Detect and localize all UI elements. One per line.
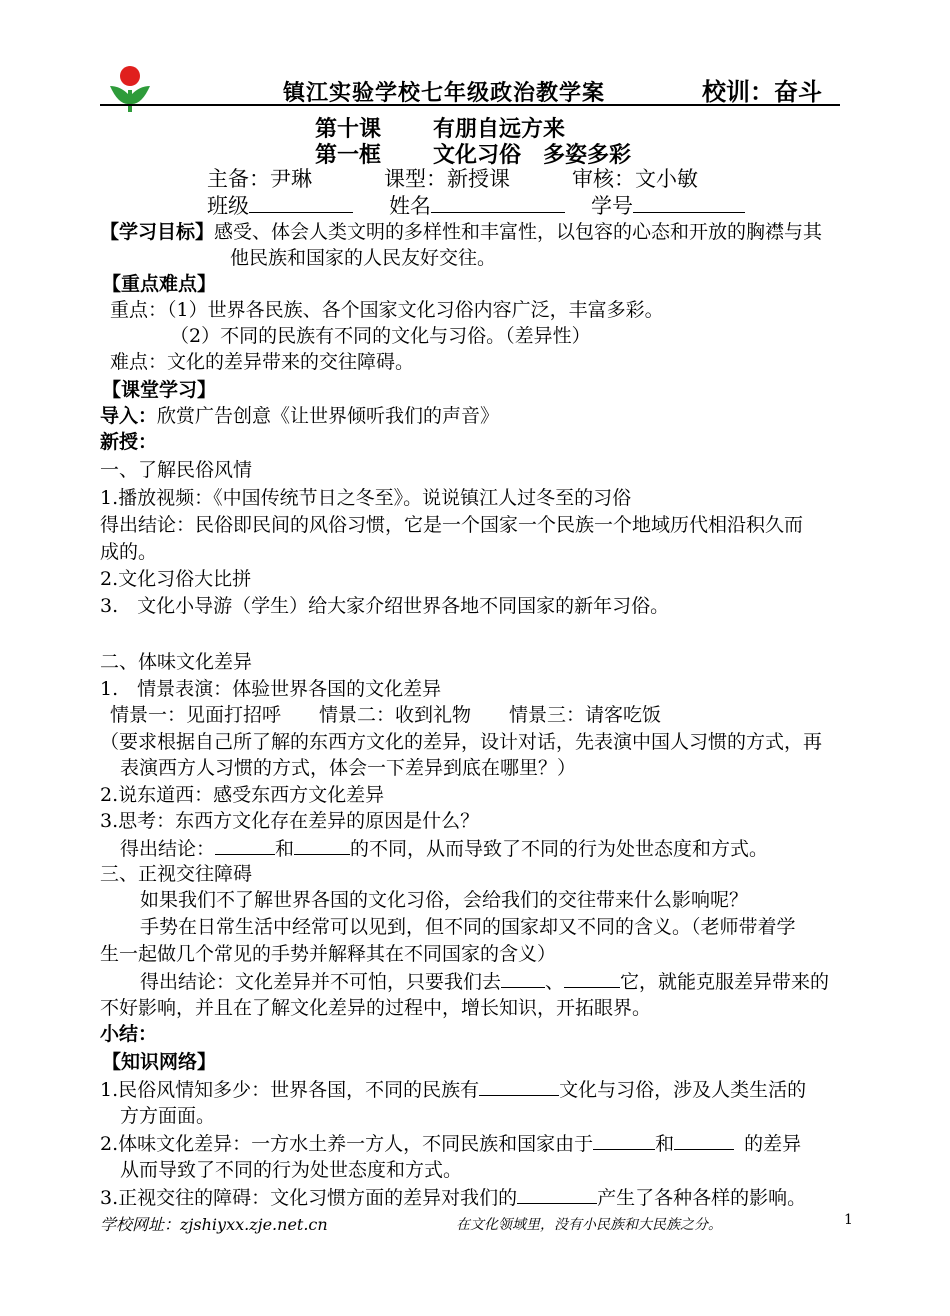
conclusion-3-label: 得出结论：文化差异并不可怕，只要我们去 [140, 971, 502, 993]
footer-quote: 在文化领域里，没有小民族和大民族之分。 [456, 1217, 722, 1233]
knowledge-3 [100, 1185, 806, 1210]
section-1-line-5: 3. 文化小导游（学生）给大家介绍世界各地不同国家的新年习俗。 [100, 595, 670, 617]
class-blank[interactable] [249, 194, 353, 213]
section-3-line-2: 手势在日常生活中经常可以见到，但不同的国家却又不同的含义。（老师带着学 [140, 916, 796, 938]
school-motto: 校训：奋斗 [702, 78, 822, 106]
knowledge-1 [100, 1077, 806, 1102]
info-row-1 [207, 166, 698, 192]
id-blank[interactable] [633, 194, 745, 213]
knowledge-3-text: 3.正视交往的障碍：文化习惯方面的差异对我们的 [100, 1187, 518, 1209]
blank-5[interactable] [479, 1077, 559, 1096]
intro-text: 欣赏广告创意《让世界倾听我们的声音》 [157, 405, 500, 427]
blank-3[interactable] [501, 969, 545, 988]
knowledge-1-cont: 方方面面。 [120, 1105, 216, 1127]
knowledge-3-rest: 产生了各种各样的影响。 [597, 1187, 807, 1209]
new-lesson-label: 新授： [100, 431, 158, 453]
knowledge-2-cont: 从而导致了不同的行为处世态度和方式。 [120, 1159, 463, 1181]
section-1-line-2: 得出结论：民俗即民间的风俗习惯，它是一个国家一个民族一个地域历代相沿积久而 [100, 514, 804, 536]
difficulty: 难点：文化的差异带来的交往障碍。 [110, 351, 415, 373]
blank-4[interactable] [564, 969, 620, 988]
section-2-line-5: 2.说东道西：感受东西方文化差异 [100, 784, 385, 806]
knowledge-2-rest: 的差异 [744, 1133, 802, 1155]
blank-2[interactable] [294, 836, 350, 855]
section-3-line-5: 不好影响，并且在了解文化差异的过程中，增长知识，开拓眼界。 [100, 997, 652, 1019]
section-2-line-4: 表演西方人习惯的方式，体会一下差异到底在哪里？） [120, 757, 577, 779]
key-point-2: （2）不同的民族有不同的文化与习俗。（差异性） [170, 325, 591, 347]
section-3-line-3: 生一起做几个常见的手势并解释其在不同国家的含义） [100, 943, 557, 965]
intro-label: 导入： [100, 405, 158, 427]
knowledge-1-text: 1.民俗风情知多少：世界各国，不同的民族有 [100, 1079, 480, 1101]
class-label: 班级 [207, 194, 249, 218]
blank-8[interactable] [517, 1185, 597, 1204]
conclusion-rest: 的不同，从而导致了不同的行为处世态度和方式。 [350, 838, 769, 860]
summary-label: 小结： [100, 1023, 158, 1045]
school-title: 镇江实验学校七年级政治教学案 [283, 81, 606, 106]
frame-heading [315, 138, 631, 169]
frame-number: 第一框 [315, 143, 382, 168]
goals-heading: 【学习目标】 [100, 221, 215, 243]
classroom-heading: 【课堂学习】 [102, 379, 217, 401]
conclusion-3-rest: 它，就能克服差异带来的 [620, 971, 830, 993]
section-2-conclusion [120, 836, 768, 861]
section-3-conclusion [140, 969, 829, 994]
goals-line-1 [100, 220, 822, 244]
section-2-line-6: 3.思考：东西方文化存在差异的原因是什么？ [100, 810, 480, 832]
lesson-type: 课型：新授课 [384, 167, 510, 191]
section-2-line-3: （要求根据自己所了解的东西方文化的差异，设计对话，先表演中国人习惯的方式，再 [100, 731, 823, 753]
knowledge-network-heading: 【知识网络】 [102, 1051, 217, 1073]
knowledge-2 [100, 1131, 801, 1156]
lesson-number: 第十课 [315, 117, 382, 142]
blank-1[interactable] [215, 836, 275, 855]
section-3-title: 三、正视交往障碍 [100, 863, 253, 885]
key-points-heading: 【重点难点】 [102, 273, 217, 295]
conclusion-3-sep: 、 [545, 971, 565, 993]
goals-text-2: 他民族和国家的人民友好交往。 [230, 247, 497, 269]
section-1-line-3: 成的。 [100, 541, 158, 563]
knowledge-2-and: 和 [655, 1133, 675, 1155]
conclusion-label: 得出结论： [120, 838, 216, 860]
name-label: 姓名 [389, 194, 431, 218]
knowledge-2-text: 2.体味文化差异：一方水土养一方人，不同民族和国家由于 [100, 1133, 594, 1155]
intro-line [100, 404, 499, 428]
section-3-line-1: 如果我们不了解世界各国的文化习俗，会给我们的交往带来什么影响呢？ [140, 889, 749, 911]
goals-text-1: 感受、体会人类文明的多样性和丰富性，以包容的心态和开放的胸襟与其 [214, 221, 823, 243]
section-2-scenarios: 情景一：见面打招呼 情景二：收到礼物 情景三：请客吃饭 [110, 704, 662, 726]
name-blank[interactable] [431, 194, 565, 213]
section-2-line-1: 1. 情景表演：体验世界各国的文化差异 [100, 678, 442, 700]
info-row-2 [207, 193, 745, 219]
knowledge-1-rest: 文化与习俗，涉及人类生活的 [559, 1079, 807, 1101]
section-1-line-1: 1.播放视频：《中国传统节日之冬至》。说说镇江人过冬至的习俗 [100, 487, 632, 509]
section-1-line-4: 2.文化习俗大比拼 [100, 568, 252, 590]
footer-website: 学校网址：zjshiyxx.zje.net.cn [100, 1215, 328, 1234]
frame-title: 文化习俗 多姿多彩 [433, 143, 632, 168]
reviewer: 审核：文小敏 [572, 167, 698, 191]
header-divider [100, 104, 840, 106]
section-1-title: 一、了解民俗风情 [100, 459, 253, 481]
page-number: 1 [844, 1212, 853, 1228]
blank-7[interactable] [674, 1131, 734, 1150]
conclusion-and: 和 [275, 838, 295, 860]
lead-teacher: 主备：尹琳 [207, 167, 312, 191]
id-label: 学号 [591, 194, 633, 218]
blank-6[interactable] [593, 1131, 655, 1150]
section-2-title: 二、体味文化差异 [100, 651, 253, 673]
lesson-title: 有朋自远方来 [433, 117, 566, 142]
key-point-1: 重点：（1）世界各民族、各个国家文化习俗内容广泛，丰富多彩。 [110, 299, 664, 321]
